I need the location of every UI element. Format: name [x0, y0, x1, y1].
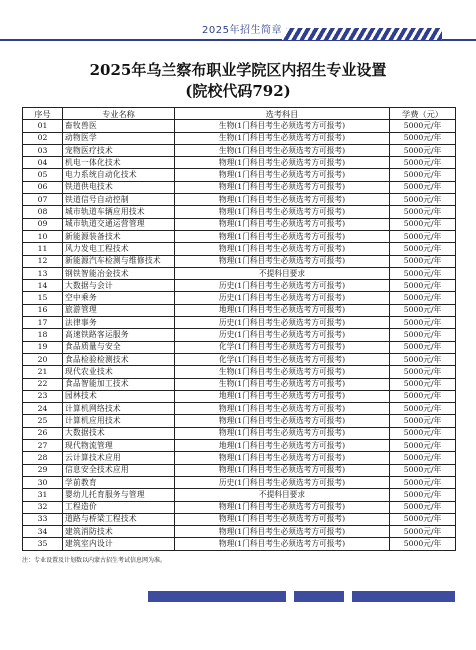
cell-major-name: 食品质量与安全 [63, 341, 175, 353]
cell-major-name: 建筑消防技术 [63, 526, 175, 538]
table-row [23, 452, 456, 464]
cell-index: 31 [23, 489, 63, 501]
table-row [23, 132, 456, 144]
cell-subject: 物理(1门科目考生必须选考方可报考) [175, 194, 390, 206]
column-header-fee: 学费（元） [390, 108, 456, 120]
cell-fee: 5000元/年 [390, 218, 456, 230]
table-row [23, 341, 456, 353]
table-row [23, 440, 456, 452]
cell-fee: 5000元/年 [390, 169, 456, 181]
cell-fee: 5000元/年 [390, 243, 456, 255]
cell-fee: 5000元/年 [390, 132, 456, 144]
cell-fee: 5000元/年 [390, 194, 456, 206]
cell-subject: 物理(1门科目考生必须选考方可报考) [175, 452, 390, 464]
cell-subject: 地理(1门科目考生必须选考方可报考) [175, 440, 390, 452]
table-row [23, 218, 456, 230]
cell-fee: 5000元/年 [390, 120, 456, 132]
cell-major-name: 道路与桥梁工程技术 [63, 513, 175, 525]
cell-index: 17 [23, 317, 63, 329]
cell-index: 14 [23, 280, 63, 292]
cell-index: 25 [23, 415, 63, 427]
table-row [23, 513, 456, 525]
cell-fee: 5000元/年 [390, 476, 456, 488]
table-row [23, 169, 456, 181]
table-header-row [23, 108, 456, 120]
cell-major-name: 云计算技术应用 [63, 452, 175, 464]
cell-index: 24 [23, 403, 63, 415]
cell-fee: 5000元/年 [390, 280, 456, 292]
cell-major-name: 婴幼儿托育服务与管理 [63, 489, 175, 501]
cell-index: 08 [23, 206, 63, 218]
cell-subject: 历史(1门科目考生必须选考方可报考) [175, 317, 390, 329]
cell-major-name: 新能源汽车检测与维修技术 [63, 255, 175, 267]
cell-major-name: 电力系统自动化技术 [63, 169, 175, 181]
cell-index: 34 [23, 526, 63, 538]
table-row [23, 476, 456, 488]
cell-index: 11 [23, 243, 63, 255]
table-row [23, 427, 456, 439]
cell-index: 13 [23, 267, 63, 279]
cell-index: 21 [23, 366, 63, 378]
cell-fee: 5000元/年 [390, 378, 456, 390]
cell-subject: 物理(1门科目考生必须选考方可报考) [175, 403, 390, 415]
cell-major-name: 食品检验检测技术 [63, 353, 175, 365]
cell-index: 05 [23, 169, 63, 181]
cell-fee: 5000元/年 [390, 366, 456, 378]
cell-subject: 地理(1门科目考生必须选考方可报考) [175, 304, 390, 316]
cell-subject: 物理(1门科目考生必须选考方可报考) [175, 218, 390, 230]
cell-subject: 物理(1门科目考生必须选考方可报考) [175, 415, 390, 427]
column-header-index: 序号 [23, 108, 63, 120]
cell-major-name: 空中乘务 [63, 292, 175, 304]
cell-subject: 物理(1门科目考生必须选考方可报考) [175, 206, 390, 218]
cell-index: 22 [23, 378, 63, 390]
cell-major-name: 动物医学 [63, 132, 175, 144]
cell-subject: 不提科目要求 [175, 489, 390, 501]
cell-subject: 生物(1门科目考生必须选考方可报考) [175, 144, 390, 156]
cell-index: 09 [23, 218, 63, 230]
cell-index: 02 [23, 132, 63, 144]
table-row [23, 267, 456, 279]
cell-index: 04 [23, 157, 63, 169]
cell-major-name: 计算机应用技术 [63, 415, 175, 427]
cell-major-name: 城市轨道车辆应用技术 [63, 206, 175, 218]
table-row [23, 353, 456, 365]
cell-major-name: 计算机网络技术 [63, 403, 175, 415]
cell-index: 01 [23, 120, 63, 132]
cell-major-name: 建筑室内设计 [63, 538, 175, 550]
table-row [23, 329, 456, 341]
cell-subject: 物理(1门科目考生必须选考方可报考) [175, 169, 390, 181]
cell-major-name: 法律事务 [63, 317, 175, 329]
cell-index: 19 [23, 341, 63, 353]
cell-fee: 5000元/年 [390, 403, 456, 415]
cell-subject: 物理(1门科目考生必须选考方可报考) [175, 538, 390, 550]
cell-major-name: 工程造价 [63, 501, 175, 513]
table-row [23, 489, 456, 501]
table-row [23, 304, 456, 316]
table-row [23, 206, 456, 218]
table-row [23, 415, 456, 427]
table-row [23, 230, 456, 242]
cell-index: 03 [23, 144, 63, 156]
column-header-subject: 选考科目 [175, 108, 390, 120]
cell-fee: 5000元/年 [390, 440, 456, 452]
cell-major-name: 大数据与会计 [63, 280, 175, 292]
cell-index: 16 [23, 304, 63, 316]
table-row [23, 255, 456, 267]
table-row [23, 280, 456, 292]
table-row [23, 181, 456, 193]
table-row [23, 317, 456, 329]
cell-major-name: 城市轨道交通运营管理 [63, 218, 175, 230]
cell-index: 30 [23, 476, 63, 488]
cell-subject: 历史(1门科目考生必须选考方可报考) [175, 292, 390, 304]
cell-subject: 生物(1门科目考生必须选考方可报考) [175, 132, 390, 144]
majors-table [22, 107, 456, 551]
cell-fee: 5000元/年 [390, 353, 456, 365]
cell-index: 12 [23, 255, 63, 267]
cell-index: 23 [23, 390, 63, 402]
cell-fee: 5000元/年 [390, 317, 456, 329]
cell-subject: 历史(1门科目考生必须选考方可报考) [175, 280, 390, 292]
cell-index: 32 [23, 501, 63, 513]
table-row [23, 390, 456, 402]
cell-subject: 地理(1门科目考生必须选考方可报考) [175, 390, 390, 402]
cell-index: 07 [23, 194, 63, 206]
cell-major-name: 高速铁路客运服务 [63, 329, 175, 341]
cell-major-name: 铁道供电技术 [63, 181, 175, 193]
cell-fee: 5000元/年 [390, 255, 456, 267]
cell-fee: 5000元/年 [390, 206, 456, 218]
cell-major-name: 学前教育 [63, 476, 175, 488]
cell-index: 20 [23, 353, 63, 365]
table-row [23, 538, 456, 550]
page-title: 2025年乌兰察布职业学院区内招生专业设置 [89, 61, 387, 79]
table-row [23, 526, 456, 538]
cell-subject: 物理(1门科目考生必须选考方可报考) [175, 243, 390, 255]
cell-fee: 5000元/年 [390, 390, 456, 402]
table-row [23, 464, 456, 476]
cell-major-name: 信息安全技术应用 [63, 464, 175, 476]
cell-index: 06 [23, 181, 63, 193]
column-header-major: 专业名称 [63, 108, 175, 120]
cell-index: 35 [23, 538, 63, 550]
cell-subject: 生物(1门科目考生必须选考方可报考) [175, 120, 390, 132]
footer-bar-decoration [148, 591, 286, 602]
table-row [23, 366, 456, 378]
cell-subject: 物理(1门科目考生必须选考方可报考) [175, 181, 390, 193]
cell-index: 26 [23, 427, 63, 439]
cell-fee: 5000元/年 [390, 415, 456, 427]
cell-subject: 物理(1门科目考生必须选考方可报考) [175, 255, 390, 267]
cell-subject: 不提科目要求 [175, 267, 390, 279]
table-row [23, 501, 456, 513]
cell-fee: 5000元/年 [390, 157, 456, 169]
cell-index: 10 [23, 230, 63, 242]
cell-fee: 5000元/年 [390, 427, 456, 439]
cell-fee: 5000元/年 [390, 292, 456, 304]
cell-fee: 5000元/年 [390, 489, 456, 501]
footer-bar-decoration [352, 591, 455, 602]
cell-index: 15 [23, 292, 63, 304]
cell-fee: 5000元/年 [390, 513, 456, 525]
cell-fee: 5000元/年 [390, 230, 456, 242]
cell-major-name: 食品智能加工技术 [63, 378, 175, 390]
footer-bar-decoration [294, 591, 344, 602]
cell-subject: 物理(1门科目考生必须选考方可报考) [175, 427, 390, 439]
cell-major-name: 铁道信号自动控制 [63, 194, 175, 206]
cell-fee: 5000元/年 [390, 181, 456, 193]
table-row [23, 144, 456, 156]
cell-fee: 5000元/年 [390, 329, 456, 341]
cell-subject: 物理(1门科目考生必须选考方可报考) [175, 513, 390, 525]
header-label: 2025年招生简章 [198, 21, 286, 36]
header-stripe-decoration [282, 28, 442, 40]
majors-table-body [23, 120, 456, 550]
cell-fee: 5000元/年 [390, 267, 456, 279]
cell-fee: 5000元/年 [390, 144, 456, 156]
cell-subject: 化学(1门科目考生必须选考方可报考) [175, 341, 390, 353]
cell-subject: 物理(1门科目考生必须选考方可报考) [175, 157, 390, 169]
cell-fee: 5000元/年 [390, 501, 456, 513]
cell-major-name: 风力发电工程技术 [63, 243, 175, 255]
cell-major-name: 现代农业技术 [63, 366, 175, 378]
cell-major-name: 新能源装备技术 [63, 230, 175, 242]
cell-major-name: 旅游管理 [63, 304, 175, 316]
cell-subject: 物理(1门科目考生必须选考方可报考) [175, 230, 390, 242]
cell-index: 27 [23, 440, 63, 452]
table-row [23, 120, 456, 132]
table-row [23, 157, 456, 169]
cell-major-name: 畜牧兽医 [63, 120, 175, 132]
table-row [23, 243, 456, 255]
table-row [23, 194, 456, 206]
cell-fee: 5000元/年 [390, 452, 456, 464]
cell-fee: 5000元/年 [390, 304, 456, 316]
cell-subject: 物理(1门科目考生必须选考方可报考) [175, 464, 390, 476]
cell-major-name: 大数据技术 [63, 427, 175, 439]
cell-fee: 5000元/年 [390, 341, 456, 353]
cell-index: 18 [23, 329, 63, 341]
cell-major-name: 机电一体化技术 [63, 157, 175, 169]
page-subtitle: (院校代码792) [185, 82, 291, 100]
cell-subject: 物理(1门科目考生必须选考方可报考) [175, 526, 390, 538]
cell-major-name: 宠物医疗技术 [63, 144, 175, 156]
cell-index: 29 [23, 464, 63, 476]
cell-fee: 5000元/年 [390, 526, 456, 538]
cell-subject: 历史(1门科目考生必须选考方可报考) [175, 476, 390, 488]
cell-fee: 5000元/年 [390, 538, 456, 550]
cell-major-name: 钢铁智能冶金技术 [63, 267, 175, 279]
cell-subject: 生物(1门科目考生必须选考方可报考) [175, 366, 390, 378]
cell-fee: 5000元/年 [390, 464, 456, 476]
cell-subject: 历史(1门科目考生必须选考方可报考) [175, 329, 390, 341]
cell-subject: 生物(1门科目考生必须选考方可报考) [175, 378, 390, 390]
cell-index: 33 [23, 513, 63, 525]
table-row [23, 292, 456, 304]
table-row [23, 403, 456, 415]
cell-major-name: 现代物流管理 [63, 440, 175, 452]
table-row [23, 378, 456, 390]
cell-major-name: 园林技术 [63, 390, 175, 402]
footnote: 注：专业设置及计划数以内蒙古招生考试信息网为准。 [22, 557, 167, 564]
cell-subject: 物理(1门科目考生必须选考方可报考) [175, 501, 390, 513]
cell-subject: 化学(1门科目考生必须选考方可报考) [175, 353, 390, 365]
cell-index: 28 [23, 452, 63, 464]
